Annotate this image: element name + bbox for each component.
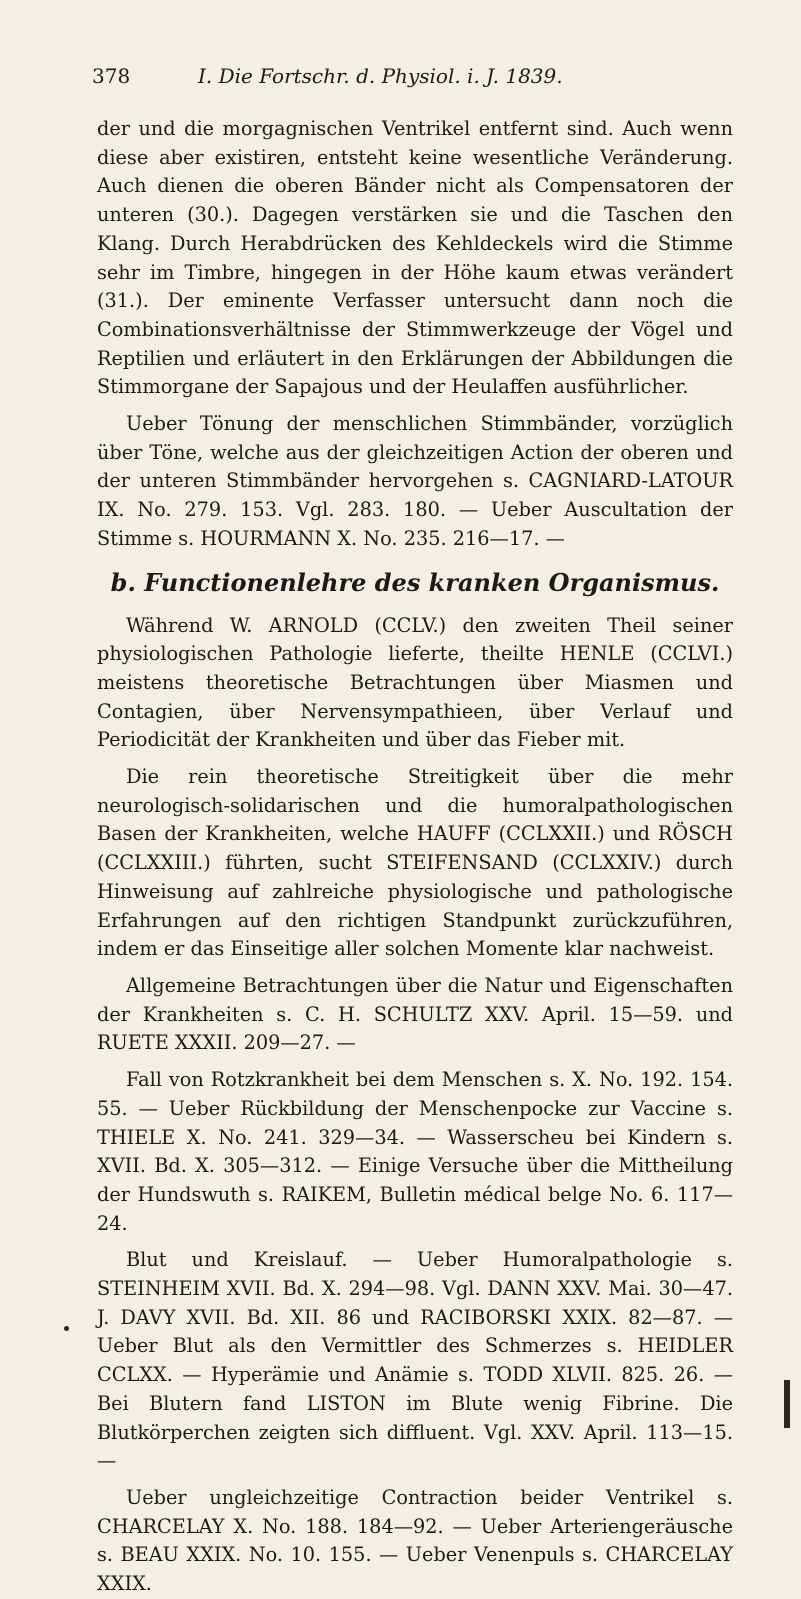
paragraph-stimmorgane: der und die morgagnischen Ventrikel entfernt sind. Auch wenn diese aber existiren, entsteht keine wesentliche Veränderung. Auch dienen die oberen Bänder nicht als Compensatoren der unteren (30.). Dagegen verstärken sie und die Taschen den Klang. Durch Herabdrücken des Kehldeckels wird die Stimme sehr im Timbre, hingegen in der Höhe kaum etwas verändert (31.). Der eminente Verfasser untersucht dann noch die Combinationsverhältnisse der Stimmwerkzeuge der Vögel und Reptilien und erläutert in den Erklärungen der Abbildungen die Stimmorgane der Sapajous und der Heulaffen ausführlicher. [97,117,733,399]
paragraph-streitigkeit: Die rein theoretische Streitigkeit über die mehr neurologisch-solidarischen und die humoralpathologischen Basen der Krankheiten, welche HAUFF (CCLXXII.) und RÖSCH (CCLXXIII.) führten, sucht STEIFENSAND (CCLXXIV.) durch Hinweisung auf zahlreiche physiologische und pathologische Erfahrungen auf den richtigen Standpunkt zurückzuführen, indem er das Einseitige aller solchen Momente klar nachweist. [97,765,733,961]
section-heading: b. Functionenlehre des kranken Organismus. [110,567,720,597]
scan-dot-mark [64,1326,69,1331]
paragraph-rotzkrankheit: Fall von Rotzkrankheit bei dem Menschen s. X. No. 192. 154. 55. — Ueber Rückbildung der Menschenpocke zur Vaccine s. THIELE X. No. 241. 329—34. — Wasserscheu bei Kindern s. XVII. Bd. X. 305—312. — Einige Versuche über die Mittheilung der Hundswuth s. RAIKEM, Bulletin médical belge No. 6. 117—24. [97,1068,733,1235]
scan-edge-mark [784,1380,790,1428]
paragraph-stimmbaender: Ueber Tönung der menschlichen Stimmbänder, vorzüglich über Töne, welche aus der gleichzeitigen Action der oberen und der unteren Stimmbänder hervorgehen s. CAGNIARD-LATOUR IX. No. 279. 153. Vgl. 283. 180. — Ueber Auscultation der Stimme s. HOURMANN X. No. 235. 216—17. — [97,412,733,550]
paragraph-ventrikel: Ueber ungleichzeitige Contraction beider Ventrikel s. CHARCELAY X. No. 188. 184—92. — Ueber Arteriengeräusche s. BEAU XXIX. No. 10. 155. — Ueber Venenpuls s. CHARCELAY XXIX. [97,1485,733,1596]
page-number: 378 [92,64,131,88]
running-head [92,64,752,94]
paragraph-blut-und-kreislauf: Blut und Kreislauf. — Ueber Humoralpathologie s. STEINHEIM XVII. Bd. X. 294—98. Vgl. DANN XXV. Mai. 30—47. J. DAVY XVII. Bd. XII. 86 und RACIBORSKI XXIX. 82—87. — Ueber Blut als den Vermittler des Schmerzes s. HEIDLER CCLXX. — Hyperämie und Anämie s. TODD XLVII. 825. 26. — Bei Blutern fand LISTON im Blute wenig Fibrine. Die Blutkörperchen zeigten sich diffluent. Vgl. XXV. April. 113—15. — [97,1248,733,1473]
body-text [97,115,733,1599]
paragraph-pathologie: Während W. ARNOLD (CCLV.) den zweiten Theil seiner physiologischen Pathologie lieferte, theilte HENLE (CCLVI.) meistens theoretische Betrachtungen über Miasmen und Contagien, über Nervensympathieen, über Verlauf und Periodicität der Krankheiten und über das Fieber mit. [97,613,733,752]
paragraph-allgemeine-betrachtungen: Allgemeine Betrachtungen über die Natur und Eigenschaften der Krankheiten s. C. H. SCHULTZ XXV. April. 15—59. und RUETE XXXII. 209—27. — [97,973,733,1055]
running-title: I. Die Fortschr. d. Physiol. i. J. 1839. [198,64,563,88]
